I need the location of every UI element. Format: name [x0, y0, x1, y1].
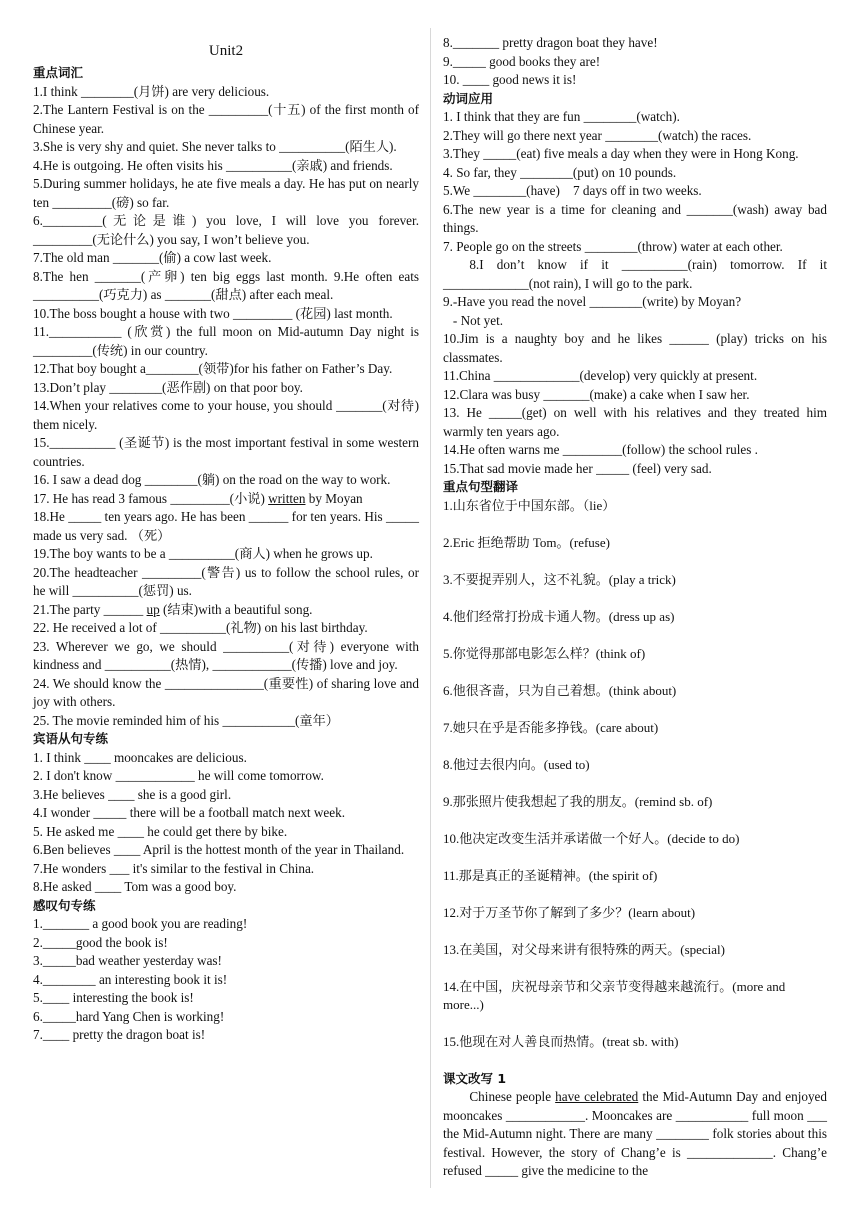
translation-item: 11.那是真正的圣诞精神。(the spirit of) [443, 867, 658, 883]
translation-item: 6.他很吝啬，只为自己着想。(think about) [443, 682, 677, 698]
verb-item: 10.Jim is a naughty boy and he likes ______ (play) tricks on his classmates. [443, 331, 827, 365]
translation-item: 8.他过去很内向。(used to) [443, 756, 590, 772]
rewrite-underlined: have celebrated [555, 1089, 639, 1104]
page-title: Unit2 [208, 43, 244, 59]
vocab-17-text: 17. He has read 3 famous _________(小说) [33, 490, 269, 506]
exclamation-item: 7.____ pretty the dragon boat is! [33, 1027, 206, 1042]
object-clause-item: 5. He asked me ____ he could get there by bike. [33, 823, 288, 839]
verb-item: 8.I don’t know if it __________(rain) tomorrow. If it _____________(not rain), I will go to the park. [443, 257, 831, 291]
vocab-item: 11.___________ (欣赏) the full moon on Mid-autumn Day night is _________(传统) in our country. [33, 324, 419, 358]
vocab-item: 3.She is very shy and quiet. She never talks to __________(陌生人). [33, 139, 397, 154]
verb-item: 5.We ________(have) 7 days off in two weeks. [443, 183, 702, 198]
verb-item: 15.That sad movie made her _____ (feel) very sad. [443, 460, 712, 476]
exclamation-item: 5.____ interesting the book is! [33, 990, 194, 1005]
exclamation-item: 8._______ pretty dragon boat they have! [443, 35, 658, 50]
rewrite-passage [443, 1088, 827, 1181]
translation-item: 4.他们经常打扮成卡通人物。(dress up as) [443, 608, 675, 624]
vocab-21-text: 21.The party ______ [33, 601, 147, 617]
verb-item: 6.The new year is a time for cleaning and _______(wash) away bad things. [443, 201, 827, 235]
vocab-heading: 重点词汇 [33, 65, 84, 80]
verb-item: 4. So far, they ________(put) on 10 pounds. [443, 164, 677, 180]
exclamation-item: 10. ____ good news it is! [443, 72, 577, 87]
rewrite-text-tail: the Mid-Autumn Day and enjoyed mooncakes ____________. Mooncakes are ___________ full moon ___ the Mid-Autumn night. There are many ________ folk stories about this festival. However, the story of Chang’e is _____________. Chang’e refused _____ give the medicine to the [443, 1089, 827, 1178]
vocab-item: 13.Don’t play ________(恶作剧) on that poor boy. [33, 379, 303, 395]
translation-item: 3.不要捉弄别人，这不礼貌。(play a trick) [443, 571, 676, 587]
verb-item: 3.They _____(eat) five meals a day when they were in Hong Kong. [443, 146, 799, 161]
right-column [443, 34, 831, 1181]
vocab-item: 12.That boy bought a________(领带)for his father on Father’s Day. [33, 361, 393, 376]
translation-item: 15.他现在对人善良而热情。(treat sb. with) [443, 1033, 679, 1049]
verb-item: 11.China _____________(develop) very quickly at present. [443, 368, 758, 383]
vocab-item: 2.The Lantern Festival is on the _________(十五) of the first month of Chinese year. [33, 102, 419, 136]
exclamation-item: 2._____good the book is! [33, 934, 168, 950]
vocab-item: 8.The hen _______(产卵) ten big eggs last month. 9.He often eats __________(巧克力) as _______(甜点) after each meal. [33, 268, 419, 302]
verb-item: 14.He often warns me _________(follow) the school rules . [443, 442, 758, 457]
translation-item: 5.你觉得那部电影怎么样？(think of) [443, 645, 646, 661]
object-clause-item: 6.Ben believes ____ April is the hottest month of the year in Thailand. [33, 842, 405, 857]
object-clause-item: 8.He asked ____ Tom was a good boy. [33, 879, 237, 894]
exclamation-item: 1._______ a good book you are reading! [33, 916, 248, 931]
left-column [33, 34, 419, 1045]
vocab-17-tail: by Moyan [305, 490, 363, 506]
exclamation-heading: 感叹句专练 [33, 897, 96, 913]
vocab-item: 4.He is outgoing. He often visits his __________(亲戚) and friends. [33, 157, 393, 173]
vocab-item: 1.I think ________(月饼) are very delicious. [33, 83, 270, 99]
translation-item: 12.对于万圣节你了解到了多少？(learn about) [443, 904, 696, 920]
exclamation-item: 4.________ an interesting book it is! [33, 971, 228, 987]
vocab-21-underlined: up [146, 601, 160, 617]
translation-item: 7.她只在乎是否能多挣钱。(care about) [443, 719, 659, 735]
vocab-21-tail: (结束)with a beautiful song. [159, 601, 313, 617]
verb-item: 13. He _____(get) on well with his relatives and they treated him warmly ten years ago. [443, 405, 827, 439]
vocab-item: 6._________(无论是谁) you love, I will love you forever. _________(无论什么) you say, I won’t believe you. [33, 213, 419, 247]
vocab-item: 25. The movie reminded him of his ___________(童年） [33, 712, 339, 728]
verb-item: 2.They will go there next year ________(watch) the races. [443, 127, 752, 143]
vocab-item: 20.The headteacher _________(警告) us to follow the school rules, or he will __________(惩罚) us. [33, 564, 419, 598]
vocab-item: 14.When your relatives come to your house, you should _______(对待) them nicely. [33, 398, 419, 432]
object-clause-item: 4.I wonder _____ there will be a football match next week. [33, 805, 346, 820]
verb-item: 7. People go on the streets ________(throw) water at each other. [443, 238, 783, 254]
translation-item: 1.山东省位于中国东部。（lie） [443, 497, 616, 513]
object-clause-item: 7.He wonders ___ it's similar to the festival in China. [33, 860, 315, 876]
column-divider [430, 28, 431, 1188]
rewrite-heading: 课文改写 1 [443, 1070, 507, 1086]
exclamation-item: 3._____bad weather yesterday was! [33, 953, 222, 968]
vocab-17-underlined: written [268, 490, 306, 506]
vocab-item: 10.The boss bought a house with two _________ (花园) last month. [33, 305, 393, 321]
vocab-item: 7.The old man _______(偷) a cow last week. [33, 250, 272, 265]
verb-item-answer: - Not yet. [443, 312, 504, 328]
translation-item: 10.他决定改变生活并承诺做一个好人。(decide to do) [443, 830, 740, 846]
verb-item: 9.-Have you read the novel ________(write) by Moyan? [443, 294, 742, 309]
vocab-item: 16. I saw a dead dog ________(躺) on the road on the way to work. [33, 472, 391, 487]
exclamation-item: 6._____hard Yang Chen is working! [33, 1008, 225, 1024]
vocab-item: 24. We should know the _______________(重要性) of sharing love and joy with others. [33, 675, 419, 709]
vocab-item-21 [33, 601, 419, 620]
vocab-item-17 [33, 490, 419, 509]
verb-item: 12.Clara was busy _______(make) a cake when I saw her. [443, 386, 750, 402]
rewrite-text: Chinese people [469, 1089, 556, 1104]
vocab-item: 18.He _____ ten years ago. He has been ______ for ten years. His _____ made us very sad. （死） [33, 509, 419, 543]
vocab-item: 22. He received a lot of __________(礼物) on his last birthday. [33, 620, 368, 635]
translation-heading: 重点句型翻译 [443, 479, 519, 494]
vocab-item: 19.The boy wants to be a __________(商人) when he grows up. [33, 546, 373, 561]
translation-item: 14.在中国，庆祝母亲节和父亲节变得越来越流行。(more and more...) [443, 978, 786, 1012]
translation-item: 2.Eric 拒绝帮助 Tom。(refuse) [443, 534, 610, 550]
object-clause-item: 2. I don't know ____________ he will come tomorrow. [33, 768, 324, 783]
exclamation-item: 9._____ good books they are! [443, 53, 601, 69]
object-clause-item: 3.He believes ____ she is a good girl. [33, 786, 232, 802]
verb-item: 1. I think that they are fun ________(watch). [443, 109, 680, 124]
verb-heading: 动词应用 [443, 90, 494, 106]
object-clause-heading: 宾语从句专练 [33, 731, 109, 746]
vocab-item: 23. Wherever we go, we should __________(对待) everyone with kindness and __________(热情), ____________(传播) love and joy. [33, 638, 419, 672]
translation-item: 9.那张照片使我想起了我的朋友。(remind sb. of) [443, 793, 713, 809]
translation-item: 13.在美国，对父母来讲有很特殊的两天。(special) [443, 941, 726, 957]
vocab-item: 15.__________ (圣诞节) is the most important festival in some western countries. [33, 435, 419, 469]
object-clause-item: 1. I think ____ mooncakes are delicious. [33, 749, 247, 765]
vocab-item: 5.During summer holidays, he ate five meals a day. He has put on nearly ten _________(磅) so far. [33, 176, 419, 210]
